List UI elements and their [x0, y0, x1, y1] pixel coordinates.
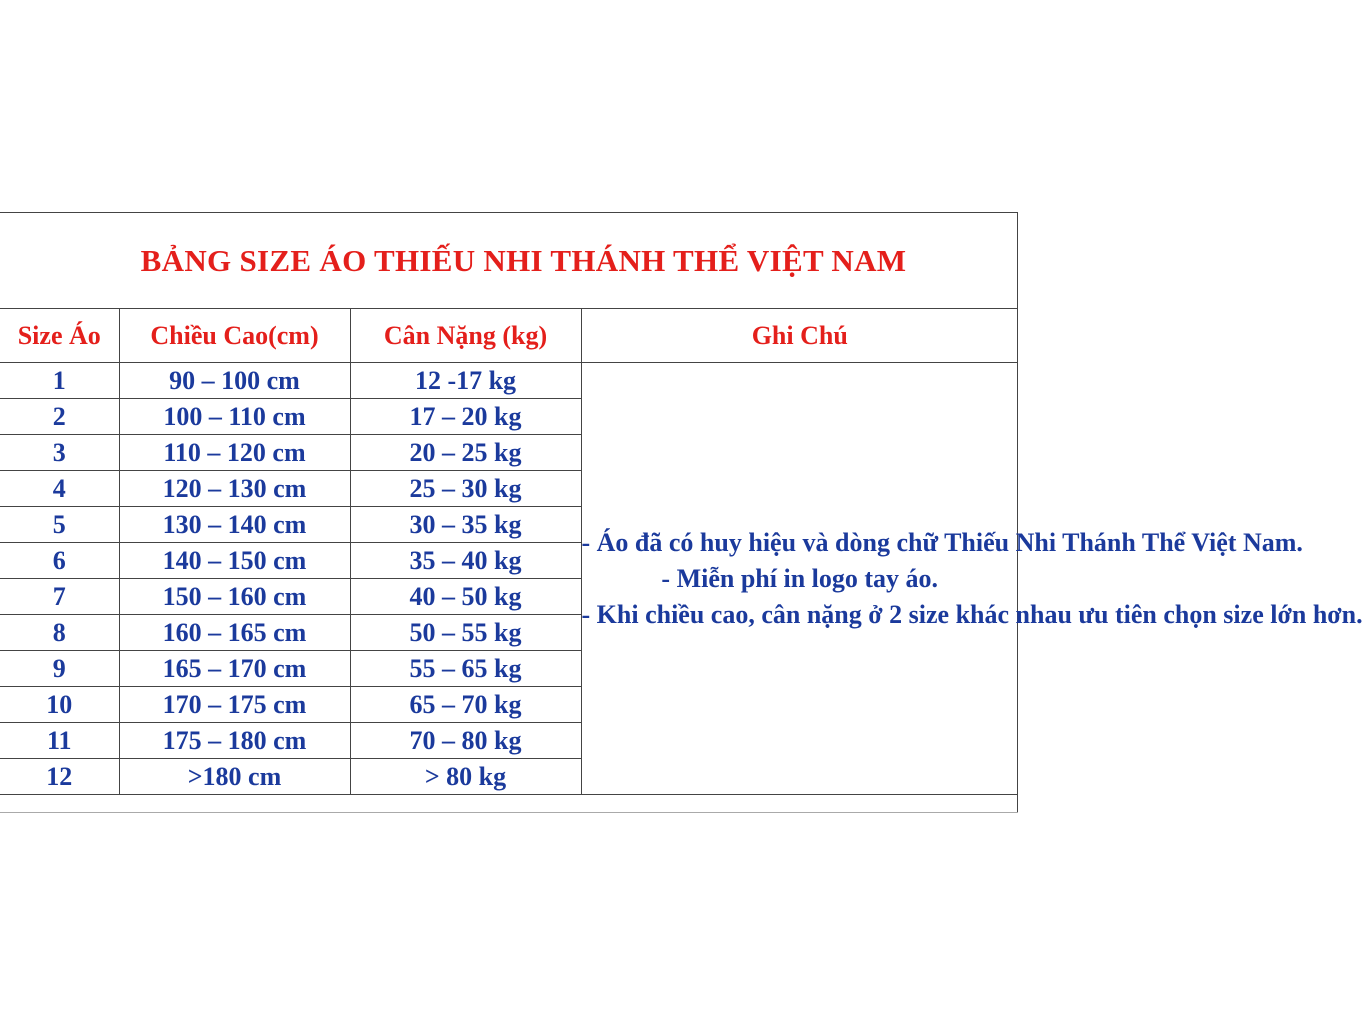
weight-cell: 12 -17 kg	[350, 363, 581, 399]
note-line: - Áo đã có huy hiệu và dòng chữ Thiếu Nhi Thánh Thể Việt Nam.	[581, 527, 1303, 557]
size-cell: 11	[0, 723, 119, 759]
column-header-height: Chiều Cao(cm)	[119, 309, 350, 363]
size-cell: 8	[0, 615, 119, 651]
table-row	[0, 363, 1018, 399]
note-cell	[581, 363, 1363, 795]
height-cell: 160 – 165 cm	[119, 615, 350, 651]
height-cell: 130 – 140 cm	[119, 507, 350, 543]
page-title: BẢNG SIZE ÁO THIẾU NHI THÁNH THỂ VIỆT NAM	[140, 242, 907, 278]
weight-cell: > 80 kg	[350, 759, 581, 795]
weight-cell: 65 – 70 kg	[350, 687, 581, 723]
height-cell: 90 – 100 cm	[119, 363, 350, 399]
weight-cell: 40 – 50 kg	[350, 579, 581, 615]
bottom-divider	[0, 812, 1018, 813]
size-cell: 2	[0, 399, 119, 435]
column-header-note: Ghi Chú	[581, 309, 1018, 363]
height-cell: 120 – 130 cm	[119, 471, 350, 507]
height-cell: >180 cm	[119, 759, 350, 795]
weight-cell: 25 – 30 kg	[350, 471, 581, 507]
weight-cell: 30 – 35 kg	[350, 507, 581, 543]
column-header-weight: Cân Nặng (kg)	[350, 309, 581, 363]
height-cell: 150 – 160 cm	[119, 579, 350, 615]
size-cell: 12	[0, 759, 119, 795]
title-row	[0, 213, 1017, 309]
size-cell: 9	[0, 651, 119, 687]
weight-cell: 50 – 55 kg	[350, 615, 581, 651]
size-cell: 4	[0, 471, 119, 507]
height-cell: 175 – 180 cm	[119, 723, 350, 759]
size-cell: 6	[0, 543, 119, 579]
weight-cell: 35 – 40 kg	[350, 543, 581, 579]
size-cell: 3	[0, 435, 119, 471]
size-cell: 5	[0, 507, 119, 543]
weight-cell: 17 – 20 kg	[350, 399, 581, 435]
size-cell: 10	[0, 687, 119, 723]
height-cell: 170 – 175 cm	[119, 687, 350, 723]
table-header-row	[0, 309, 1018, 363]
height-cell: 110 – 120 cm	[119, 435, 350, 471]
size-table	[0, 309, 1363, 795]
size-chart	[0, 212, 1363, 812]
note-line: - Khi chiều cao, cân nặng ở 2 size khác nhau ưu tiên chọn size lớn hơn.	[581, 599, 1363, 629]
height-cell: 140 – 150 cm	[119, 543, 350, 579]
note-line: - Miễn phí in logo tay áo.	[661, 563, 939, 593]
height-cell: 165 – 170 cm	[119, 651, 350, 687]
weight-cell: 20 – 25 kg	[350, 435, 581, 471]
size-cell: 7	[0, 579, 119, 615]
column-header-size: Size Áo	[0, 309, 119, 363]
weight-cell: 55 – 65 kg	[350, 651, 581, 687]
height-cell: 100 – 110 cm	[119, 399, 350, 435]
size-cell: 1	[0, 363, 119, 399]
weight-cell: 70 – 80 kg	[350, 723, 581, 759]
